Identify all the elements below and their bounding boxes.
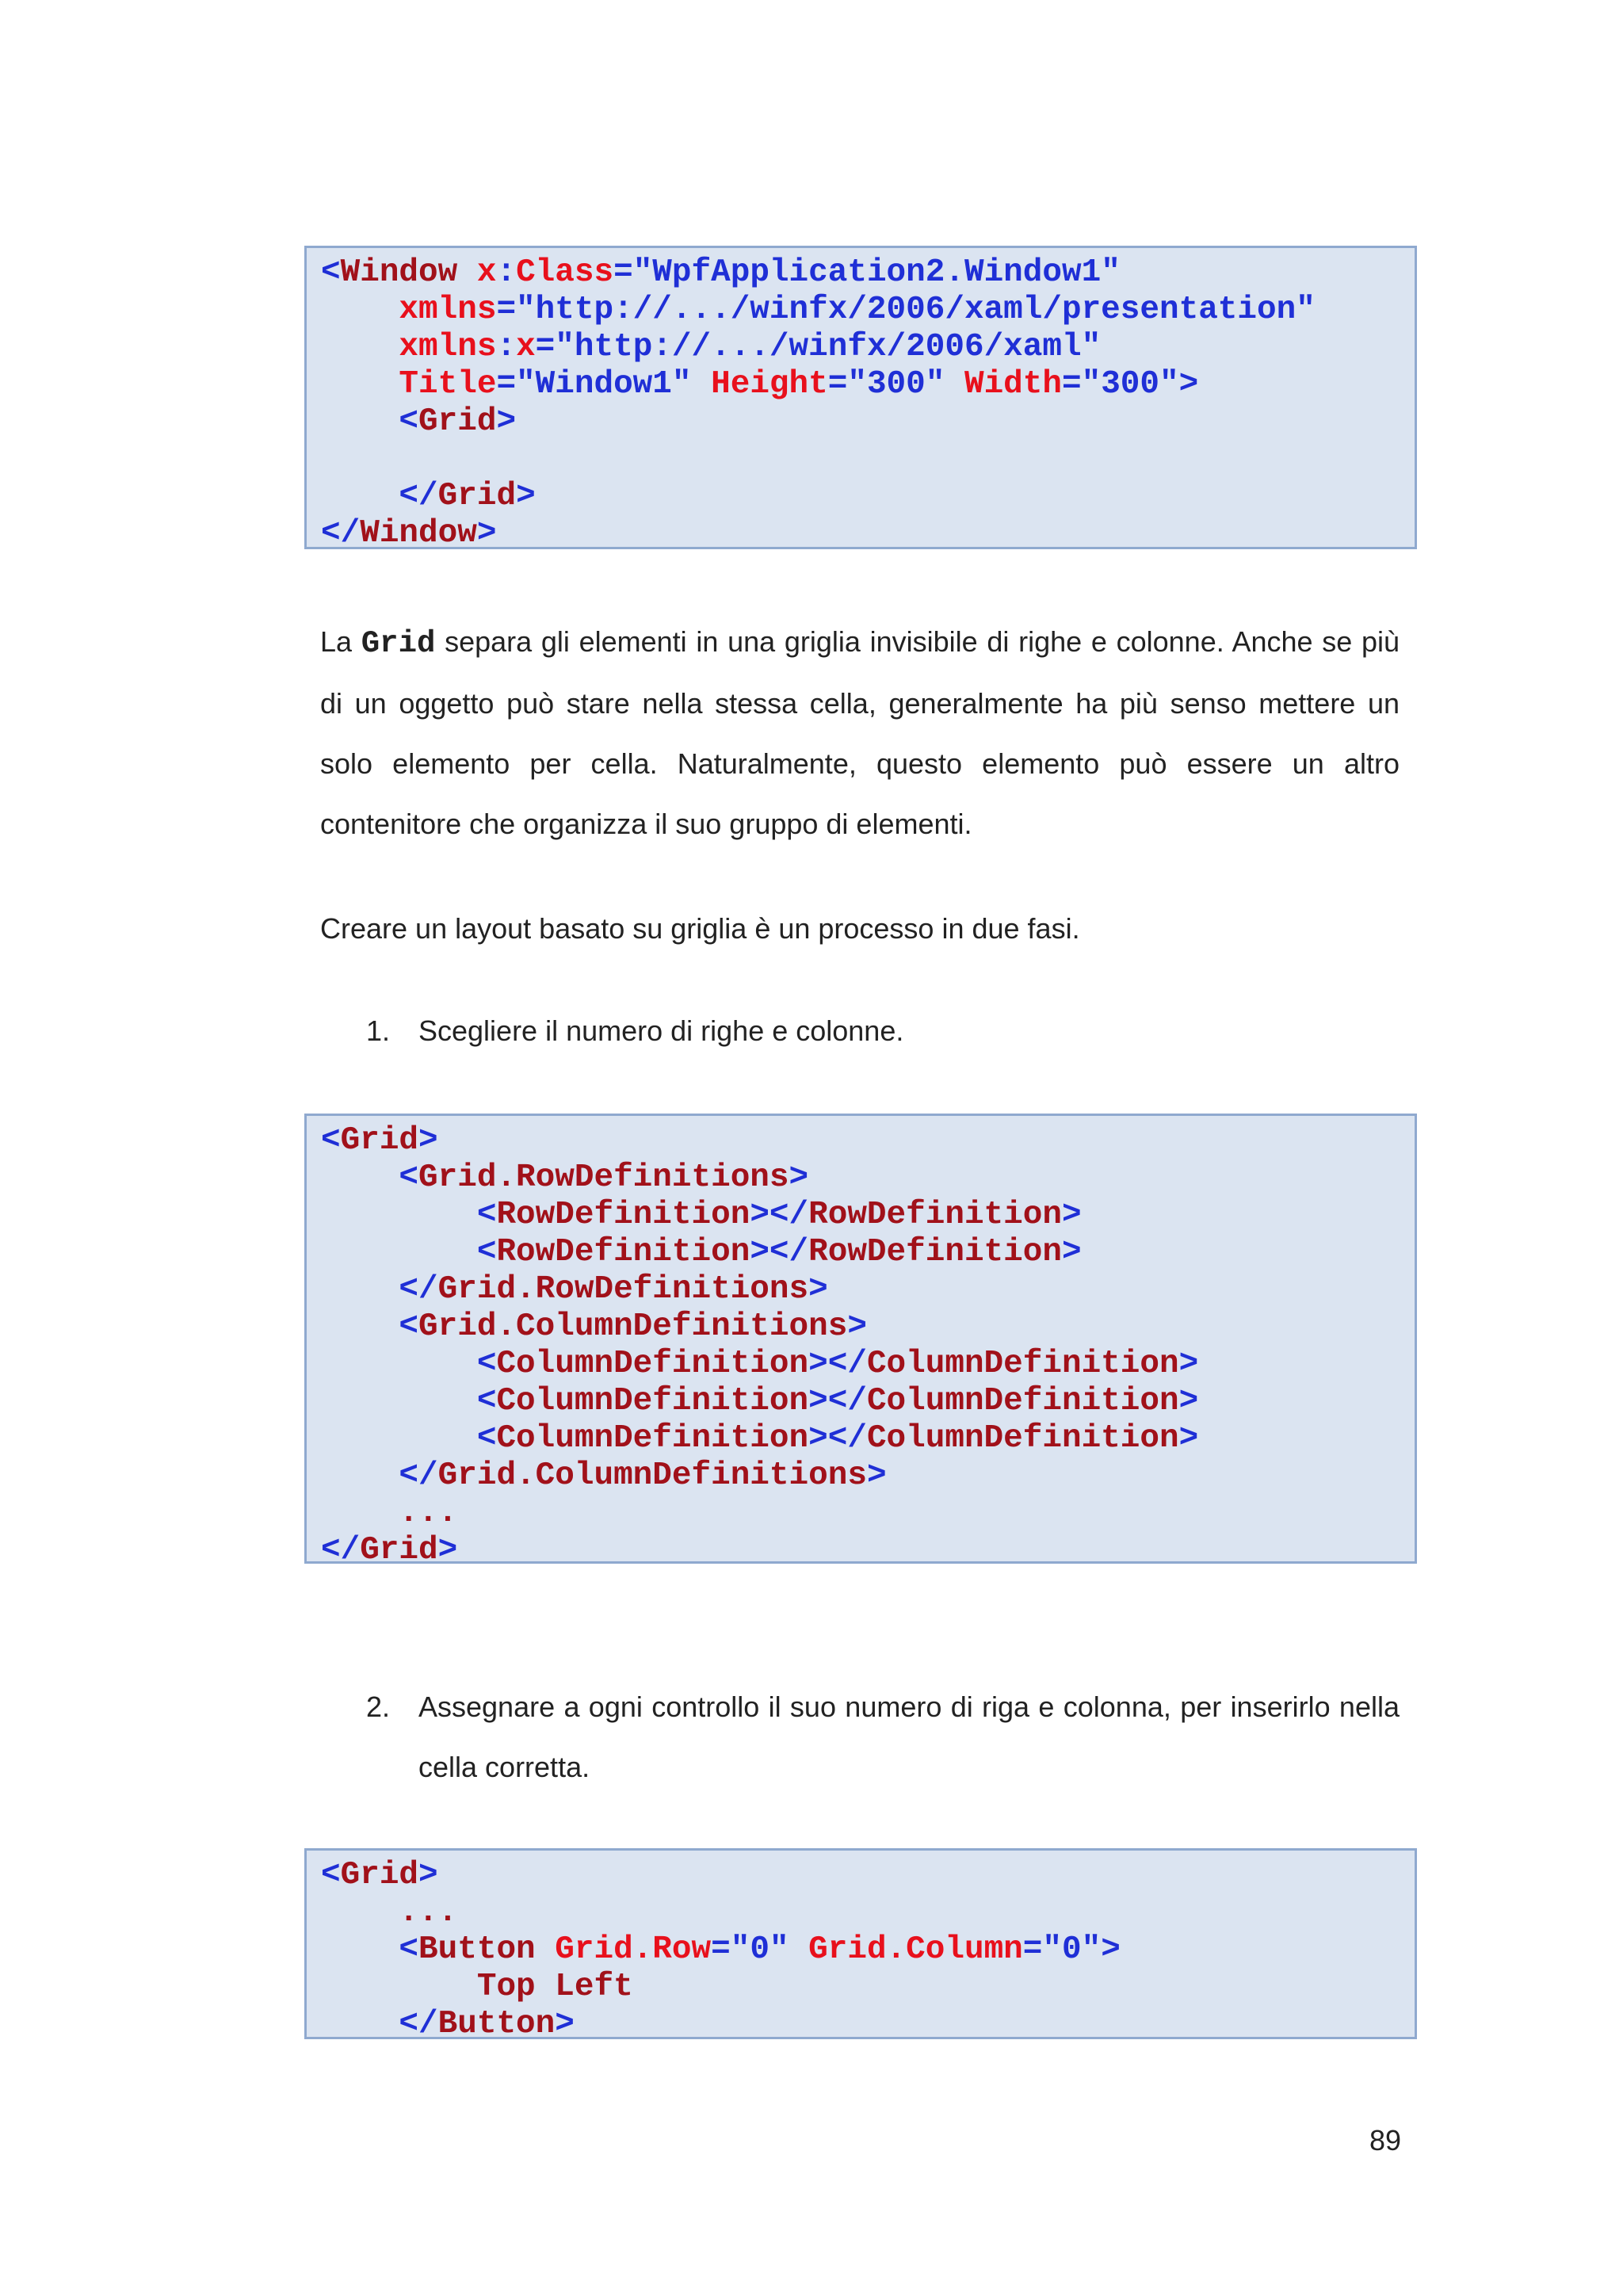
code-token: < xyxy=(476,1383,497,1419)
code-token: ColumnDefinition xyxy=(496,1383,809,1419)
list-text: Scegliere il numero di righe e colonne. xyxy=(418,1014,904,1047)
code-line xyxy=(321,1346,1415,1383)
code-token: > xyxy=(437,1532,458,1568)
code-token: </ xyxy=(321,1532,361,1568)
code-line xyxy=(321,1159,1415,1197)
code-token: ="http://.../winfx/2006/xaml/presentation" xyxy=(496,292,1316,328)
code-token xyxy=(321,1420,477,1457)
code-token: < xyxy=(476,1197,497,1233)
code-token: ... xyxy=(321,1495,458,1531)
code-token xyxy=(321,1159,399,1196)
code-token: ... xyxy=(321,1894,458,1931)
code-token: > xyxy=(1061,1234,1082,1270)
code-token: Button xyxy=(418,1931,536,1968)
code-token: Grid xyxy=(340,1857,419,1893)
page-number: 89 xyxy=(1369,2124,1401,2157)
code-token xyxy=(321,1308,399,1345)
code-token: < xyxy=(399,1308,419,1345)
code-token xyxy=(457,254,477,291)
code-token: ></ xyxy=(808,1420,867,1457)
code-token: ColumnDefinition xyxy=(866,1346,1179,1382)
code-line xyxy=(321,1122,1415,1159)
code-line xyxy=(321,1234,1415,1271)
code-token: </ xyxy=(321,515,361,552)
code-line xyxy=(321,515,1415,552)
code-line xyxy=(321,366,1415,403)
code-token: ></ xyxy=(750,1197,809,1233)
code-line xyxy=(321,1532,1415,1569)
code-line xyxy=(321,1495,1415,1532)
code-token: </ xyxy=(399,2006,438,2042)
code-token: : xyxy=(496,254,517,291)
code-token: > xyxy=(418,1122,438,1159)
code-token xyxy=(321,1969,477,2005)
code-token: ="300" xyxy=(827,366,964,403)
inline-code-grid: Grid xyxy=(361,626,436,661)
code-line xyxy=(321,1197,1415,1234)
code-token: < xyxy=(399,1159,419,1196)
code-token: ></ xyxy=(808,1346,867,1382)
code-token xyxy=(536,1931,556,1968)
code-token: > xyxy=(418,1857,438,1893)
code-token: : xyxy=(496,329,517,365)
code-token: RowDefinition xyxy=(496,1234,750,1270)
code-token: Width xyxy=(964,366,1062,403)
code-token: ></ xyxy=(750,1234,809,1270)
code-line xyxy=(321,1894,1415,1931)
code-token: > xyxy=(496,403,517,440)
code-token: Grid.Row xyxy=(555,1931,712,1968)
list-number: 1. xyxy=(366,1014,391,1047)
code-block-row-column-definitions xyxy=(304,1114,1417,1568)
code-token xyxy=(321,366,399,403)
code-token: > xyxy=(1178,1346,1199,1382)
code-line xyxy=(321,1931,1415,1969)
code-token xyxy=(321,478,399,514)
code-token: RowDefinition xyxy=(496,1197,750,1233)
code-token: xmlns xyxy=(399,292,497,328)
code-line xyxy=(321,1308,1415,1346)
code-token: RowDefinition xyxy=(808,1234,1062,1270)
paragraph-two-phase-process: Creare un layout basato su griglia è un processo in due fasi. xyxy=(320,912,1080,945)
code-token xyxy=(321,292,399,328)
code-line xyxy=(321,1857,1415,1894)
code-token: > xyxy=(808,1271,828,1308)
code-token: Grid.ColumnDefinitions xyxy=(437,1457,867,1494)
code-token: > xyxy=(847,1308,867,1345)
code-token xyxy=(321,1271,399,1308)
paragraph-text-after: separa gli elementi in una griglia invisibile di righe e colonne. Anche se più di un oggetto può stare nella stessa cella, generalmente ha più senso mettere un solo elemento per cella. Naturalmente, questo elemento può essere un altro contenitore che organizza il suo gruppo di elementi. xyxy=(320,625,1400,840)
code-token: < xyxy=(399,403,419,440)
code-line xyxy=(321,403,1415,441)
code-token: Grid xyxy=(418,403,497,440)
code-token: < xyxy=(321,254,341,291)
code-line xyxy=(321,254,1415,292)
code-token: </ xyxy=(399,1457,438,1494)
code-token: Grid xyxy=(340,1122,419,1159)
code-line xyxy=(321,2006,1415,2043)
list-number: 2. xyxy=(366,1690,391,1723)
code-token: Grid.Column xyxy=(808,1931,1023,1968)
code-token xyxy=(321,329,399,365)
code-token: < xyxy=(476,1234,497,1270)
code-token: RowDefinition xyxy=(808,1197,1062,1233)
code-token: ="0" xyxy=(711,1931,809,1968)
code-token: > xyxy=(516,478,536,514)
code-token xyxy=(321,1234,477,1270)
code-token xyxy=(321,403,399,440)
list-text: Assegnare a ogni controllo il suo numero di riga e colonna, per inserirlo nella cella corretta. xyxy=(418,1690,1400,1783)
code-token: ></ xyxy=(808,1383,867,1419)
code-token: > xyxy=(1061,1197,1082,1233)
code-token xyxy=(321,2006,399,2042)
code-token: > xyxy=(476,515,497,552)
list-item-2 xyxy=(366,1677,1400,1797)
code-token: Class xyxy=(516,254,614,291)
code-line xyxy=(321,478,1415,515)
code-token: > xyxy=(866,1457,887,1494)
code-token: < xyxy=(476,1346,497,1382)
code-token: ="Window1" xyxy=(496,366,712,403)
code-line xyxy=(321,1271,1415,1308)
code-line xyxy=(321,292,1415,329)
code-token xyxy=(321,1931,399,1968)
code-token: Grid xyxy=(360,1532,438,1568)
code-line xyxy=(321,1457,1415,1495)
code-token: x xyxy=(516,329,536,365)
code-token: x xyxy=(476,254,497,291)
code-token: Window xyxy=(360,515,477,552)
code-token: ColumnDefinition xyxy=(866,1383,1179,1419)
code-block-window-xaml xyxy=(304,246,1417,552)
code-token: > xyxy=(1178,1420,1199,1457)
code-line xyxy=(321,1420,1415,1457)
code-token: Top Left xyxy=(476,1969,633,2005)
code-token: Height xyxy=(711,366,828,403)
code-token: < xyxy=(399,1931,419,1968)
code-token: Grid.ColumnDefinitions xyxy=(418,1308,848,1345)
list-item-1 xyxy=(366,1001,1400,1061)
code-token xyxy=(321,1383,477,1419)
code-token: < xyxy=(321,1122,341,1159)
code-token: ="WpfApplication2.Window1" xyxy=(613,254,1121,291)
code-line xyxy=(321,441,1415,478)
code-token: Title xyxy=(399,366,497,403)
paragraph-grid-description xyxy=(320,612,1400,854)
code-token: </ xyxy=(399,1271,438,1308)
code-token: ="http://.../winfx/2006/xaml" xyxy=(535,329,1102,365)
code-token: Button xyxy=(437,2006,556,2042)
code-line xyxy=(321,329,1415,366)
code-token: xmlns xyxy=(399,329,497,365)
code-line xyxy=(321,1969,1415,2006)
code-token: ColumnDefinition xyxy=(866,1420,1179,1457)
code-line xyxy=(321,1383,1415,1420)
code-token xyxy=(321,1457,399,1494)
code-token: ColumnDefinition xyxy=(496,1346,809,1382)
code-token xyxy=(321,1346,477,1382)
code-token: > xyxy=(789,1159,809,1196)
code-token: Grid xyxy=(437,478,517,514)
code-token: Grid.RowDefinitions xyxy=(418,1159,789,1196)
code-token xyxy=(321,1197,477,1233)
code-token: ="300"> xyxy=(1062,366,1199,403)
code-token: > xyxy=(1178,1383,1199,1419)
code-token: > xyxy=(555,2006,575,2042)
code-token: ="0"> xyxy=(1022,1931,1121,1968)
code-token: Window xyxy=(340,254,458,291)
code-token: Grid.RowDefinitions xyxy=(437,1271,809,1308)
code-block-button-grid-row xyxy=(304,1848,1417,2042)
code-token: < xyxy=(476,1420,497,1457)
code-token: ColumnDefinition xyxy=(496,1420,809,1457)
code-token: </ xyxy=(399,478,438,514)
code-token: < xyxy=(321,1857,341,1893)
paragraph-text-before: La xyxy=(320,625,361,658)
